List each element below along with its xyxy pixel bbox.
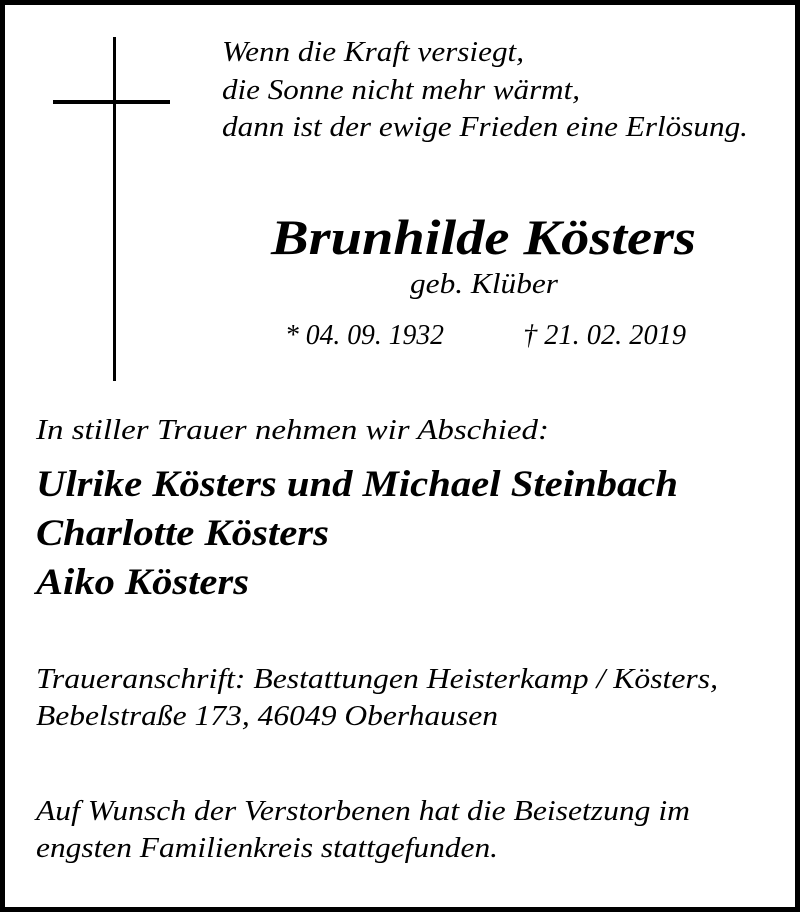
note-line: Auf Wunsch der Verstorbenen hat die Beisetzung im [36,795,690,827]
mourner-name: Charlotte Kösters [36,513,329,554]
farewell-text: In stiller Trauer nehmen wir Abschied: [36,414,549,446]
mourner-name: Aiko Kösters [36,562,249,603]
maiden-name: geb. Klüber [410,268,558,300]
poem-line: die Sonne nicht mehr wärmt, [222,74,580,106]
note-line: engsten Familienkreis stattgefunden. [36,832,498,864]
poem-line: dann ist der ewige Frieden eine Erlösung. [222,111,748,143]
mourner-name: Ulrike Kösters und Michael Steinbach [36,464,678,505]
birth-date: * 04. 09. 1932 [285,319,444,351]
cross-icon-bar [53,100,170,104]
poem-line: Wenn die Kraft versiegt, [222,36,524,68]
cross-icon [113,37,116,381]
address-line: Bebelstraße 173, 46049 Oberhausen [36,700,499,732]
deceased-name: Brunhilde Kösters [271,209,696,265]
address-line: Traueranschrift: Bestattungen Heisterkamp / Kösters, [36,663,718,695]
death-date: † 21. 02. 2019 [523,319,686,351]
